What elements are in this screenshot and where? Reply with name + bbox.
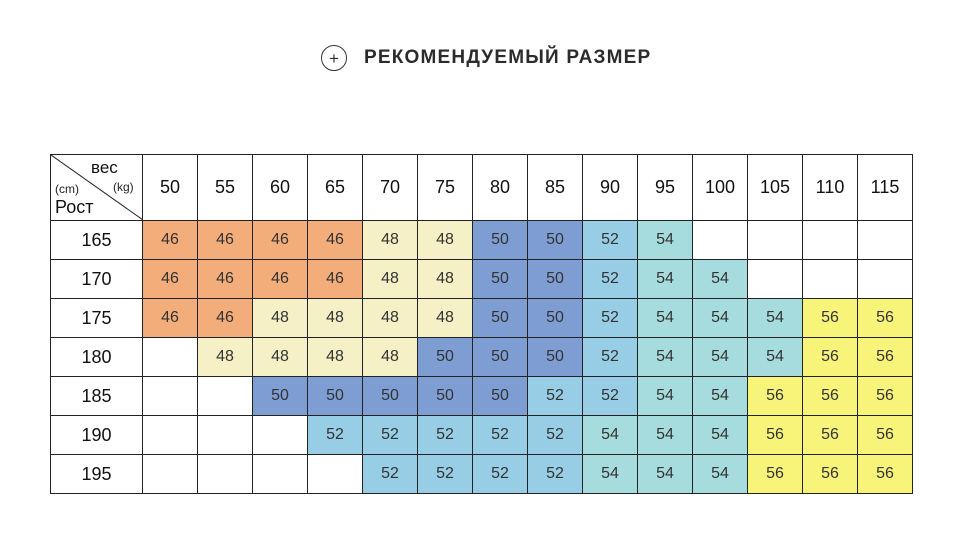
size-cell: 48 [418, 260, 473, 299]
weight-header-cell: 55 [198, 155, 253, 221]
size-cell: 48 [418, 221, 473, 260]
size-cell: 46 [198, 299, 253, 338]
size-cell: 46 [143, 260, 198, 299]
size-cell: 54 [748, 299, 803, 338]
size-cell: 50 [528, 221, 583, 260]
size-cell [253, 455, 308, 494]
size-cell: 50 [473, 377, 528, 416]
size-cell: 50 [363, 377, 418, 416]
size-cell [803, 260, 858, 299]
size-cell: 52 [583, 338, 638, 377]
table-row [51, 260, 913, 299]
size-cell [748, 221, 803, 260]
size-cell: 50 [473, 221, 528, 260]
height-header-cell: 190 [51, 416, 143, 455]
size-cell: 56 [803, 299, 858, 338]
size-cell: 48 [363, 338, 418, 377]
size-cell [143, 455, 198, 494]
weight-header-cell: 95 [638, 155, 693, 221]
size-cell: 54 [638, 377, 693, 416]
weight-header-cell: 60 [253, 155, 308, 221]
size-cell: 50 [528, 299, 583, 338]
weight-header-row [51, 155, 913, 221]
header [321, 43, 651, 73]
size-cell: 46 [143, 299, 198, 338]
size-cell: 52 [308, 416, 363, 455]
size-cell: 56 [858, 377, 913, 416]
size-cell: 50 [308, 377, 363, 416]
size-cell: 48 [363, 260, 418, 299]
size-cell: 54 [638, 338, 693, 377]
size-cell: 52 [583, 221, 638, 260]
size-cell: 52 [473, 416, 528, 455]
weight-header-cell: 50 [143, 155, 198, 221]
size-cell: 52 [363, 455, 418, 494]
size-cell: 56 [803, 416, 858, 455]
size-cell: 48 [253, 338, 308, 377]
corner-header-cell [51, 155, 143, 221]
size-chart-table [50, 154, 913, 494]
size-cell [803, 221, 858, 260]
table-row [51, 299, 913, 338]
height-header-cell: 165 [51, 221, 143, 260]
size-cell: 48 [308, 338, 363, 377]
weight-header-cell: 80 [473, 155, 528, 221]
size-cell: 46 [308, 260, 363, 299]
size-cell: 56 [858, 455, 913, 494]
size-cell: 50 [418, 377, 473, 416]
plus-circle-icon: + [321, 45, 347, 71]
size-cell: 50 [418, 338, 473, 377]
height-header-cell: 170 [51, 260, 143, 299]
height-header-cell: 180 [51, 338, 143, 377]
size-cell: 54 [748, 338, 803, 377]
size-cell: 50 [473, 260, 528, 299]
size-cell: 54 [693, 260, 748, 299]
size-cell: 48 [308, 299, 363, 338]
size-cell: 52 [528, 455, 583, 494]
size-cell [143, 416, 198, 455]
size-cell: 56 [858, 299, 913, 338]
size-cell: 52 [583, 260, 638, 299]
size-cell: 46 [308, 221, 363, 260]
size-cell: 50 [253, 377, 308, 416]
size-cell: 56 [858, 416, 913, 455]
weight-header-cell: 90 [583, 155, 638, 221]
size-cell: 48 [198, 338, 253, 377]
size-cell [308, 455, 363, 494]
height-unit: (cm) [55, 182, 79, 196]
size-cell: 46 [198, 260, 253, 299]
size-cell: 48 [253, 299, 308, 338]
size-cell [253, 416, 308, 455]
size-cell: 52 [583, 377, 638, 416]
size-cell: 56 [803, 377, 858, 416]
table-row [51, 455, 913, 494]
size-cell: 46 [143, 221, 198, 260]
size-cell [858, 221, 913, 260]
size-cell: 54 [638, 221, 693, 260]
size-cell: 56 [748, 416, 803, 455]
weight-label: вес [91, 158, 118, 177]
size-cell: 52 [583, 299, 638, 338]
height-header-cell: 175 [51, 299, 143, 338]
size-cell: 46 [253, 221, 308, 260]
table-row [51, 221, 913, 260]
size-cell: 52 [418, 416, 473, 455]
table-row [51, 377, 913, 416]
size-cell: 48 [418, 299, 473, 338]
size-cell: 48 [363, 221, 418, 260]
weight-header-cell: 65 [308, 155, 363, 221]
weight-unit: (kg) [113, 180, 134, 194]
size-cell: 48 [363, 299, 418, 338]
page-title: РЕКОМЕНДУЕМЫЙ РАЗМЕР [364, 47, 652, 68]
size-cell: 52 [418, 455, 473, 494]
size-cell: 50 [528, 260, 583, 299]
size-cell [143, 377, 198, 416]
weight-header-cell: 110 [803, 155, 858, 221]
table-row [51, 338, 913, 377]
size-cell: 46 [198, 221, 253, 260]
size-cell: 46 [253, 260, 308, 299]
size-cell: 54 [693, 299, 748, 338]
size-cell: 50 [473, 299, 528, 338]
height-header-cell: 185 [51, 377, 143, 416]
size-cell: 54 [693, 338, 748, 377]
size-cell: 56 [748, 377, 803, 416]
weight-header-cell: 115 [858, 155, 913, 221]
size-cell: 52 [528, 416, 583, 455]
size-cell: 56 [748, 455, 803, 494]
size-cell: 52 [363, 416, 418, 455]
size-cell: 54 [693, 416, 748, 455]
size-cell [198, 455, 253, 494]
size-cell: 50 [473, 338, 528, 377]
size-cell [198, 416, 253, 455]
height-label: Рост [55, 197, 94, 217]
size-cell: 54 [693, 455, 748, 494]
size-cell: 56 [803, 455, 858, 494]
weight-header-cell: 85 [528, 155, 583, 221]
size-cell: 54 [638, 455, 693, 494]
size-cell: 54 [638, 416, 693, 455]
size-cell: 54 [638, 299, 693, 338]
size-cell: 54 [693, 377, 748, 416]
size-cell: 52 [528, 377, 583, 416]
size-cell: 50 [528, 338, 583, 377]
weight-header-cell: 70 [363, 155, 418, 221]
size-cell: 54 [638, 260, 693, 299]
size-cell: 54 [583, 416, 638, 455]
size-cell [858, 260, 913, 299]
weight-header-cell: 100 [693, 155, 748, 221]
size-cell [693, 221, 748, 260]
size-cell: 54 [583, 455, 638, 494]
weight-header-cell: 105 [748, 155, 803, 221]
size-cell: 56 [803, 338, 858, 377]
weight-header-cell: 75 [418, 155, 473, 221]
size-cell [198, 377, 253, 416]
size-cell: 56 [858, 338, 913, 377]
size-cell: 52 [473, 455, 528, 494]
height-header-cell: 195 [51, 455, 143, 494]
size-cell [143, 338, 198, 377]
table-row [51, 416, 913, 455]
size-cell [748, 260, 803, 299]
